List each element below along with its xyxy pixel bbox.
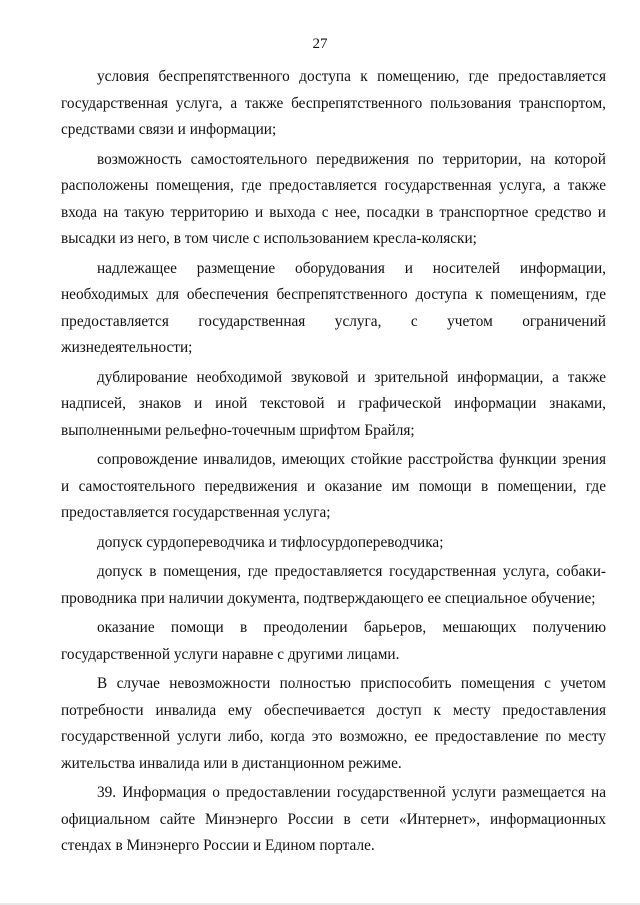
paragraph-guide-dog-access: допуск в помещения, где предоставляется государственная услуга, собаки-проводника при наличии документа, подтверждающего ее специальное обучение; (61, 563, 606, 607)
paragraph-accessibility-conditions: условия беспрепятственного доступа к помещению, где предоставляется государственная услуга, а также беспрепятственного пользования транспортом, средствами связи и информации; (61, 68, 606, 138)
page-number: 27 (312, 36, 328, 52)
paragraph-39-information: 39. Информация о предоставлении государственной услуги размещается на официальном сайте Минэнерго России в сети «Интернет», информационных стендах в Минэнерго России и Едином портале. (61, 784, 606, 854)
paragraph-barrier-assistance: оказание помощи в преодолении барьеров, мешающих получению государственной услуги наравне с другими лицами. (61, 619, 606, 663)
paragraph-independent-movement: возможность самостоятельного передвижения по территории, на которой расположены помещения, где предоставляется государственная услуга, а также входа на такую территорию и выхода с нее, посадки в транспортное средство и высадки из него, в том числе с использованием кресла-коляски; (61, 150, 606, 247)
paragraph-braille-duplication: дублирование необходимой звуковой и зрительной информации, а также надписей, знаков и иной текстовой и графической информации знаками, выполненными рельефно-точечным шрифтом Брайля; (61, 368, 606, 439)
paragraph-equipment-placement: надлежащее размещение оборудования и носителей информации, необходимых для обеспечения беспрепятственного доступа к помещениям, где предоставляется государственная услуга, с учетом ограничений жизнедеятельности; (61, 259, 606, 356)
document-body (61, 64, 606, 863)
paragraph-interpreter-access: допуск сурдопереводчика и тифлосурдопереводчика; (97, 533, 444, 551)
paragraph-alternative-provision: В случае невозможности полностью приспособить помещения с учетом потребности инвалида ему обеспечивается доступ к месту предоставления государственной услуги либо, когда это возможно, ее предоставление по месту жительства инвалида или в дистанционном режиме. (61, 675, 606, 772)
paragraph-escort-assistance: сопровождение инвалидов, имеющих стойкие расстройства функции зрения и самостоятельного передвижения и оказание им помощи в помещении, где предоставляется государственная услуга; (61, 451, 606, 521)
